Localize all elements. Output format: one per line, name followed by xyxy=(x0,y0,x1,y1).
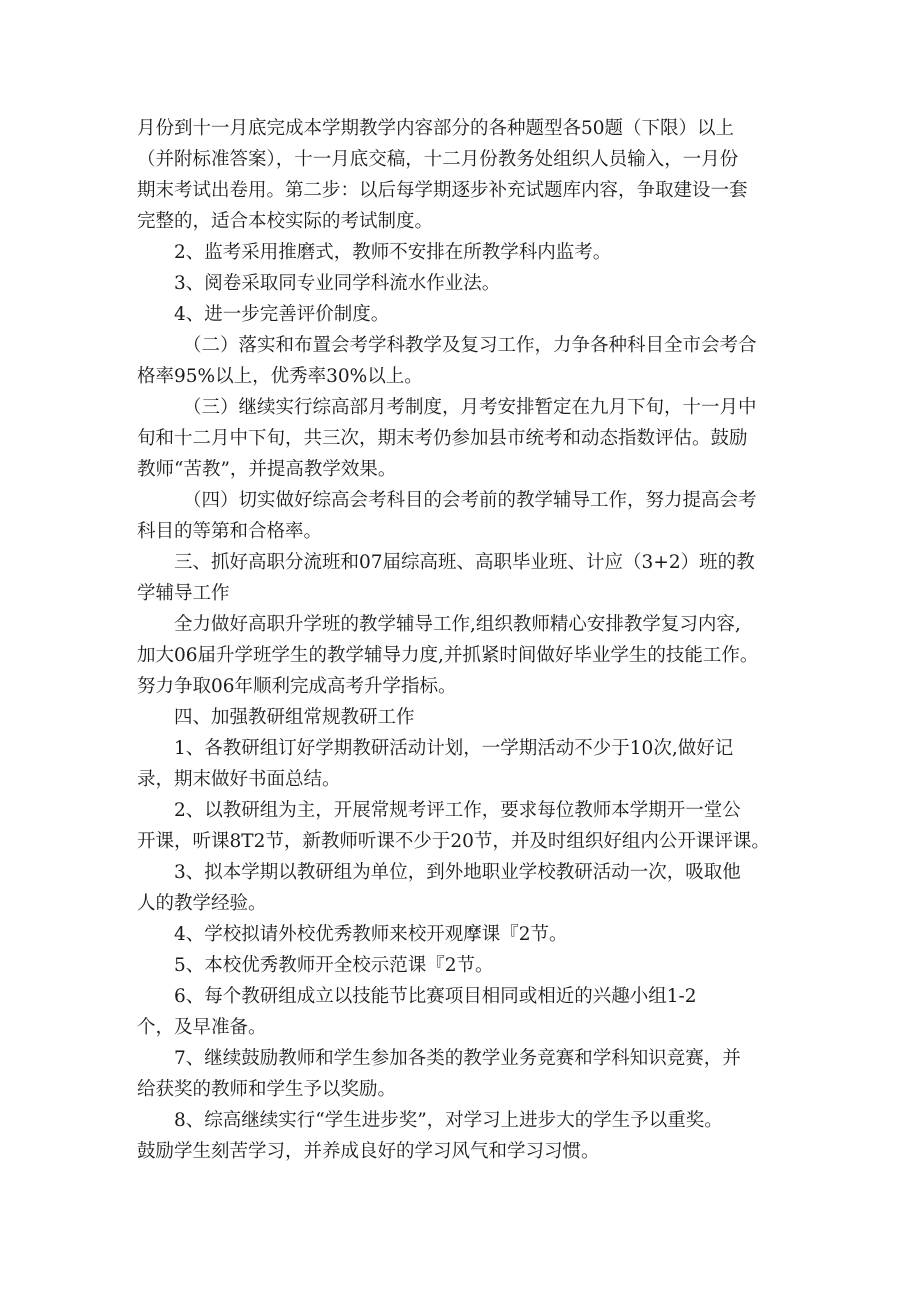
document-body xyxy=(137,113,793,1167)
paragraph-exam-bank xyxy=(137,113,793,237)
text-line: 4、进一步完善评价制度。 xyxy=(174,304,390,325)
paragraph-research-6 xyxy=(137,981,793,1043)
paragraph-part-3-body xyxy=(137,609,793,702)
paragraph-research-2 xyxy=(137,795,793,857)
paragraph-research-3 xyxy=(137,857,793,919)
text-line: 四、加强教研组常规教研工作 xyxy=(174,707,415,728)
text-line: 格率95%以上，优秀率30%以上。 xyxy=(137,366,423,387)
paragraph-item-3 xyxy=(137,268,793,299)
text-line: 3、拟本学期以教研组为单位，到外地职业学校教研活动一次，吸取他 xyxy=(174,862,741,883)
text-line: 1、各教研组订好学期教研活动计划，一学期活动不少于10次,做好记 xyxy=(174,738,734,759)
paragraph-research-8 xyxy=(137,1105,793,1167)
text-line: 给获奖的教师和学生予以奖励。 xyxy=(137,1079,397,1100)
paragraph-item-4 xyxy=(137,299,793,330)
text-line: 全力做好高职升学班的教学辅导工作,组织教师精心安排教学复习内容, xyxy=(174,614,741,635)
text-line: 个，及早准备。 xyxy=(137,1017,267,1038)
text-line: 8、综高继续实行“学生进步奖”，对学习上进步大的学生予以重奖。 xyxy=(174,1110,723,1131)
text-line: 5、本校优秀教师开全校示范课『2节。 xyxy=(174,955,494,976)
paragraph-section-4 xyxy=(137,485,793,547)
text-line: （二）落实和布置会考学科教学及复习工作，力争各种科目全市会考合 xyxy=(183,335,757,356)
paragraph-section-2 xyxy=(137,330,793,392)
text-line: （四）切实做好综高会考科目的会考前的教学辅导工作，努力提高会考 xyxy=(183,490,757,511)
paragraph-research-4 xyxy=(137,919,793,950)
text-line: 科目的等第和合格率。 xyxy=(137,521,323,542)
text-line: 学辅导工作 xyxy=(137,583,230,604)
text-line: 录，期末做好书面总结。 xyxy=(137,769,341,790)
text-line: 4、学校拟请外校优秀教师来校开观摩课『2节。 xyxy=(174,924,568,945)
paragraph-research-1 xyxy=(137,733,793,795)
paragraph-research-5 xyxy=(137,950,793,981)
text-line: 三、抓好高职分流班和07届综高班、高职毕业班、计应（3+2）班的教 xyxy=(174,552,755,573)
text-line: 旬和十二月中下旬，共三次，期末考仍参加县市统考和动态指数评估。鼓励 xyxy=(137,428,748,449)
text-line: 月份到十一月底完成本学期教学内容部分的各种题型各50题（下限）以上 xyxy=(137,118,735,139)
text-line: 加大06届升学班学生的教学辅导力度,并抓紧时间做好毕业学生的技能工作。 xyxy=(137,645,759,666)
text-line: 完整的，适合本校实际的考试制度。 xyxy=(137,211,434,232)
heading-part-4 xyxy=(137,702,793,733)
paragraph-section-3 xyxy=(137,392,793,485)
text-line: 6、每个教研组成立以技能节比赛项目相同或相近的兴趣小组1-2 xyxy=(174,986,697,1007)
text-line: 开课，听课8T2节，新教师听课不少于20节，并及时组织好组内公开课评课。 xyxy=(137,831,770,852)
text-line: （并附标准答案），十一月底交稿，十二月份教务处组织人员输入，一月份 xyxy=(137,149,739,170)
paragraph-research-7 xyxy=(137,1043,793,1105)
text-line: 2、以教研组为主，开展常规考评工作，要求每位教师本学期开一堂公 xyxy=(174,800,741,821)
paragraph-item-2 xyxy=(137,237,793,268)
text-line: 3、阅卷采取同专业同学科流水作业法。 xyxy=(174,273,501,294)
text-line: 教师“苦教”，并提高教学效果。 xyxy=(137,459,397,480)
heading-part-3 xyxy=(137,547,793,609)
text-line: 鼓励学生刻苦学习，并养成良好的学习风气和学习习惯。 xyxy=(137,1141,600,1162)
text-line: 期末考试出卷用。第二步：以后每学期逐步补充试题库内容，争取建设一套 xyxy=(137,180,748,201)
text-line: 7、继续鼓励教师和学生参加各类的教学业务竞赛和学科知识竞赛，并 xyxy=(174,1048,741,1069)
text-line: 2、监考采用推磨式，教师不安排在所教学科内监考。 xyxy=(174,242,612,263)
text-line: （三）继续实行综高部月考制度，月考安排暂定在九月下旬，十一月中 xyxy=(183,397,757,418)
text-line: 人的教学经验。 xyxy=(137,893,267,914)
text-line: 努力争取06年顺利完成高考升学指标。 xyxy=(137,676,457,697)
